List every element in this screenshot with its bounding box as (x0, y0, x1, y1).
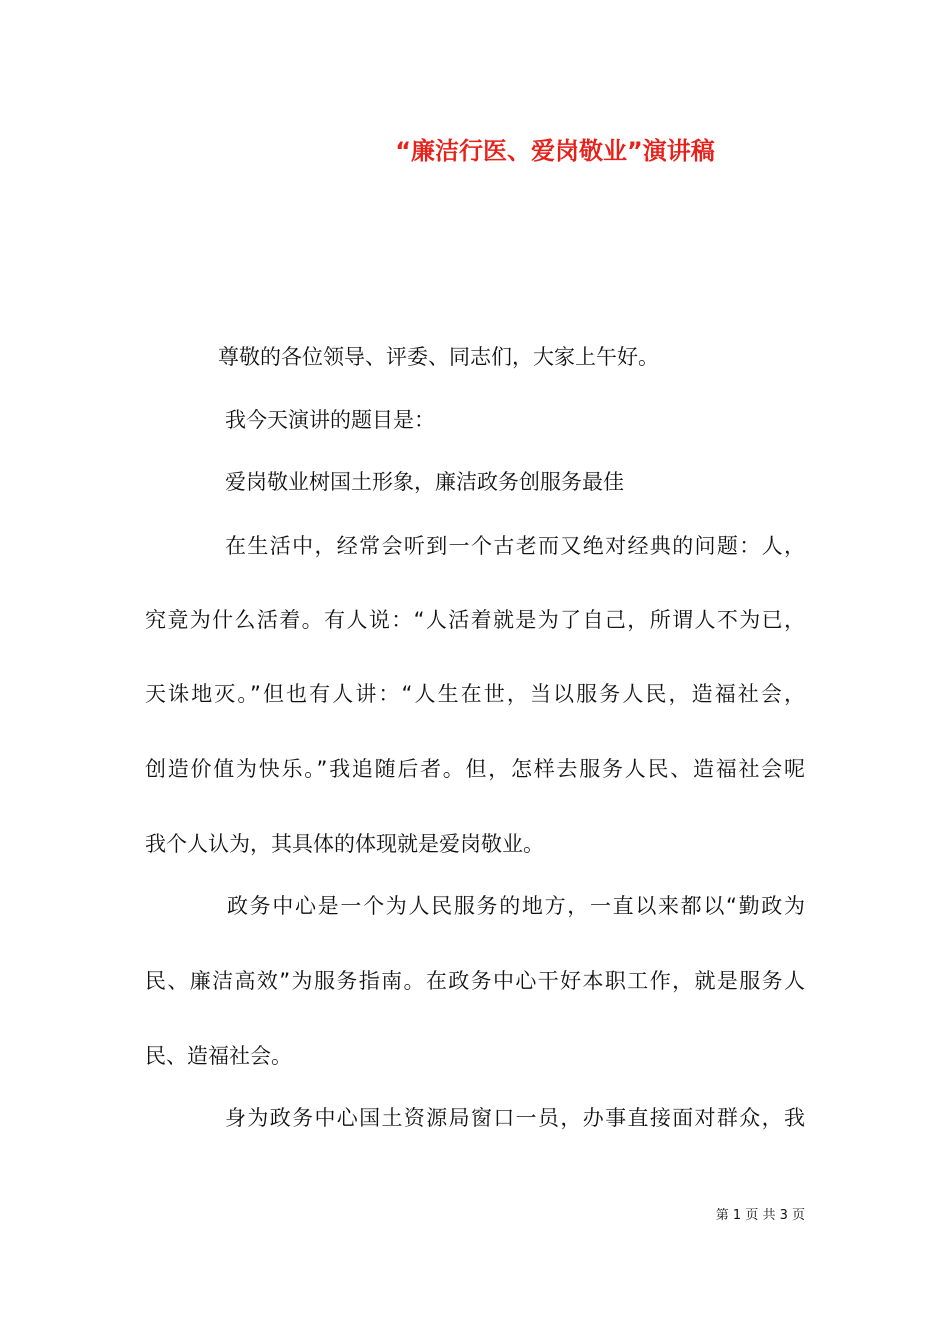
paragraph-line: 爱岗敬业树国土形象，廉洁政务创服务最佳 (225, 470, 624, 494)
document-title: “廉洁行医、爱岗敬业”演讲稿 (395, 137, 715, 165)
paragraph-line: 尊敬的各位领导、评委、同志们，大家上午好。 (218, 345, 659, 369)
paragraph-line: 政务中心是一个为人民服务的地方，一直以来都以“勤政为 (227, 894, 805, 918)
paragraph-line: 身为政务中心国土资源局窗口一员，办事直接面对群众，我 (225, 1106, 805, 1130)
paragraph-line: 究竟为什么活着。有人说：“人活着就是为了自己，所谓人不为已， (145, 608, 805, 632)
paragraph-line: 天诛地灭。”但也有人讲：“人生在世，当以服务人民，造福社会， (145, 682, 805, 706)
paragraph-line: 民、廉洁高效”为服务指南。在政务中心干好本职工作，就是服务人 (145, 969, 805, 993)
paragraph-line: 在生活中，经常会听到一个古老而又绝对经典的问题：人， (225, 534, 805, 558)
paragraph-line: 我今天演讲的题目是： (225, 408, 435, 432)
paragraph-line: 民、造福社会。 (145, 1044, 292, 1068)
paragraph-line: 创造价值为快乐。”我追随后者。但，怎样去服务人民、造福社会呢 (145, 757, 805, 781)
paragraph-line: 我个人认为，其具体的体现就是爱岗敬业。 (145, 832, 544, 856)
page-footer: 第 1 页 共 3 页 (715, 1208, 805, 1223)
